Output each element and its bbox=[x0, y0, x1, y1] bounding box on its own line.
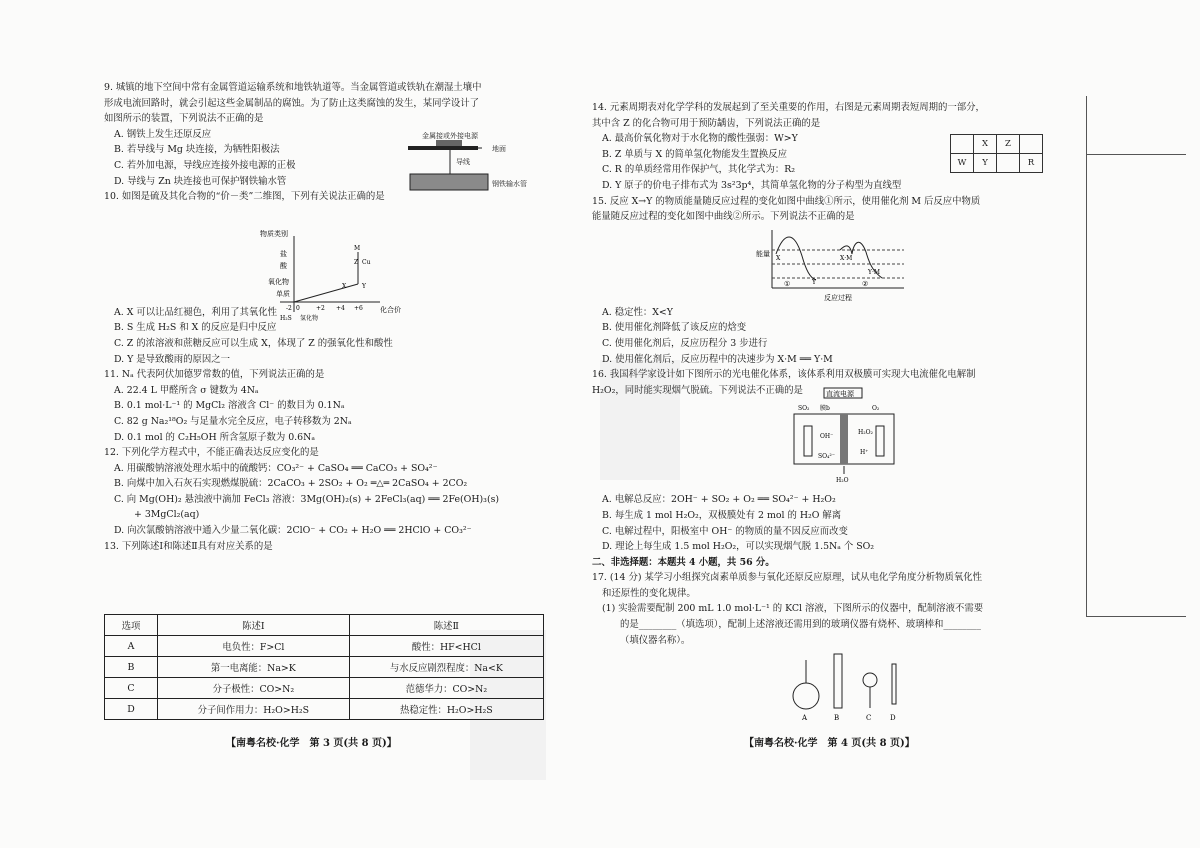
q9-figure bbox=[400, 130, 550, 198]
q15-option-c: C. 使用催化剂后，反应历程分 3 步进行 bbox=[602, 337, 768, 349]
x-tick-p4: +4 bbox=[336, 305, 345, 312]
q15-energy-figure bbox=[754, 226, 924, 306]
q13-row-a-key: A bbox=[105, 636, 158, 657]
q14-stem-2: 其中含 Z 的化合物可用于预防龋齿，下列说法正确的是 bbox=[592, 117, 821, 129]
q12-option-c-cont: + 3MgCl₂(aq) bbox=[134, 509, 200, 521]
h2o2-label: H₂O₂ bbox=[858, 429, 873, 436]
q13-row-d-key: D bbox=[105, 699, 158, 720]
fig-top-label: 金属接或外接电源 bbox=[422, 132, 478, 140]
q13-row-b-1: 第一电离能：Na>K bbox=[158, 657, 350, 678]
process-label: 反应过程 bbox=[824, 294, 852, 302]
so4-label: SO₄²⁻ bbox=[818, 453, 836, 460]
pt-x: X bbox=[974, 135, 997, 154]
y-elem: 单质 bbox=[276, 290, 290, 298]
xaxis-label: 化合价 bbox=[380, 306, 401, 314]
q17-instruments-figure bbox=[790, 650, 920, 724]
energy-label: 能量 bbox=[756, 250, 770, 258]
q17-part1-1: (1) 实验需要配制 200 mL 1.0 mol·L⁻¹ 的 KCl 溶液，下图所示的仪器中，配制溶液不需要 bbox=[602, 603, 984, 615]
instrument-b: B bbox=[834, 714, 840, 722]
q13-row-a-1: 电负性：F>Cl bbox=[158, 636, 350, 657]
q16-option-b: B. 每生成 1 mol H₂O₂，双极膜处有 2 mol 的 H₂O 解离 bbox=[602, 509, 842, 521]
q13-row-c-key: C bbox=[105, 678, 158, 699]
q11-option-b: B. 0.1 mol·L⁻¹ 的 MgCl₂ 溶液含 Cl⁻ 的数目为 0.1Nₐ bbox=[114, 400, 345, 412]
q10-option-c: C. Z 的浓溶液和蔗糖反应可以生成 X，体现了 Z 的强氧化性和酸性 bbox=[114, 337, 393, 349]
q11-stem: 11. Nₐ 代表阿伏加德罗常数的值，下列说法正确的是 bbox=[104, 369, 325, 381]
y-oxide: 氧化物 bbox=[268, 278, 289, 286]
q11-option-a: A. 22.4 L 甲醛所含 σ 键数为 4Nₐ bbox=[114, 384, 259, 396]
ym-label: Y·M bbox=[868, 269, 881, 276]
q12-stem: 12. 下列化学方程式中，不能正确表达反应变化的是 bbox=[104, 447, 319, 459]
q16-cell-figure bbox=[768, 386, 918, 486]
yaxis-label: 物质类别 bbox=[260, 230, 288, 238]
pt-w: W bbox=[951, 154, 974, 173]
q14-stem-1: 14. 元素周期表对化学学科的发展起到了至关重要的作用，右图是元素周期表短周期的一部分， bbox=[592, 102, 985, 113]
q15-option-a: A. 稳定性：X<Y bbox=[602, 306, 673, 318]
q14-option-a: A. 最高价氧化物对于水化物的酸性强弱：W>Y bbox=[602, 133, 798, 145]
q11-option-c: C. 82 g Na₂¹⁸O₂ 与足量水完全反应，电子转移数为 2Nₐ bbox=[114, 415, 352, 427]
q16-stem-2: H₂O₂，同时能实现烟气脱硫。下列说法不正确的是 bbox=[592, 384, 803, 396]
fig-wire-label: 导线 bbox=[456, 158, 470, 166]
point-cu: Cu bbox=[362, 259, 371, 266]
pt-r2c3 bbox=[997, 154, 1020, 173]
curve-1 bbox=[776, 237, 816, 280]
q13-row-b-2: 与水反应剧烈程度：Na<K bbox=[349, 657, 543, 678]
instrument-d: D bbox=[890, 714, 896, 722]
x-tick-p6: +6 bbox=[354, 305, 363, 312]
x-tick-m2: -2 bbox=[286, 305, 292, 312]
flask-icon bbox=[793, 683, 819, 709]
left-electrode bbox=[804, 426, 812, 456]
fig-block bbox=[436, 140, 462, 146]
pipe-rect bbox=[410, 174, 488, 190]
instrument-c: C bbox=[866, 714, 872, 722]
hydride-label: 氢化物 bbox=[300, 315, 319, 322]
q10-option-d: D. Y 是导致酸雨的原因之一 bbox=[114, 353, 231, 365]
y-acid: 酸 bbox=[280, 262, 287, 270]
page-4-footer: 【南粤名校·化学 第 4 页(共 8 页)】 bbox=[744, 738, 915, 749]
oh-label: OH⁻ bbox=[820, 433, 834, 440]
answer-area-border bbox=[1086, 96, 1087, 616]
membrane-label: 膜b bbox=[820, 405, 830, 412]
q13-row-d-2: 热稳定性：H₂O>H₂S bbox=[349, 699, 543, 720]
q15-option-d: D. 使用催化剂后，反应历程中的决速步为 X·M ══ Y·M bbox=[602, 353, 833, 365]
q15-option-b: B. 使用催化剂降低了该反应的焓变 bbox=[602, 322, 747, 334]
q11-option-d: D. 0.1 mol 的 C₂H₅OH 所含氢原子数为 0.6Nₐ bbox=[114, 431, 315, 443]
q15-stem-1: 15. 反应 X→Y 的物质能量随反应过程的变化如图中曲线①所示，使用催化剂 M 后反应中物质 bbox=[592, 195, 981, 207]
q13-row-c-2: 范德华力：CO>N₂ bbox=[349, 678, 543, 699]
x-label: X bbox=[776, 255, 781, 262]
dropper-icon bbox=[892, 664, 896, 704]
q14-option-c: C. R 的单质经常用作保护气，其化学式为：R₂ bbox=[602, 164, 796, 176]
q15-stem-2: 能量随反应过程的变化如图中曲线②所示。下列说法不正确的是 bbox=[592, 211, 855, 223]
power-label: 直流电源 bbox=[826, 390, 854, 398]
o2-label: O₂ bbox=[872, 405, 880, 412]
x-tick-p2: +2 bbox=[316, 305, 325, 312]
q16-stem-1: 16. 我国科学家设计如下图所示的光电催化体系，该体系利用双极膜可实现大电流催化电解制 bbox=[592, 369, 976, 381]
q16-option-d: D. 理论上每生成 1.5 mol H₂O₂，可以实现烟气脱 1.5Nₐ 个 SO₂ bbox=[602, 541, 875, 553]
pt-r1c4 bbox=[1020, 135, 1043, 154]
x-tick-0: 0 bbox=[296, 305, 300, 312]
q10-figure bbox=[250, 228, 420, 324]
page-3-footer: 【南粤名校·化学 第 3 页(共 8 页)】 bbox=[226, 738, 397, 749]
q13-header-1: 陈述Ⅰ bbox=[158, 615, 350, 636]
point-x: X bbox=[342, 283, 347, 290]
pt-z: Z bbox=[997, 135, 1020, 154]
curve-2-label: ② bbox=[862, 280, 869, 288]
q12-option-c: C. 向 Mg(OH)₂ 悬浊液中滴加 FeCl₃ 溶液：3Mg(OH)₂(s) + 2FeCl₃(aq) ══ 2Fe(OH)₃(s) bbox=[114, 493, 500, 505]
q13-row-a-2: 酸性：HF<HCl bbox=[349, 636, 543, 657]
q12-option-b: B. 向煤中加入石灰石实现燃煤脱硫：2CaCO₃ + 2SO₂ + O₂ ═△═ 2CaSO₄ + 2CO₂ bbox=[114, 478, 468, 490]
answer-line-1 bbox=[1086, 154, 1186, 155]
q10-option-a: A. X 可以让品红褪色，利用了其氧化性 bbox=[114, 306, 278, 318]
right-electrode bbox=[876, 426, 884, 456]
h2s-label: H₂S bbox=[280, 315, 292, 322]
q9-option-a: A. 钢铁上发生还原反应 bbox=[114, 128, 212, 140]
point-z: Z bbox=[354, 259, 359, 266]
point-m: M bbox=[354, 245, 361, 252]
pt-y: Y bbox=[974, 154, 997, 173]
q9-stem-1: 9. 城镇的地下空间中常有金属管道运输系统和地铁轨道等。当金属管道或铁轨在潮湿土壤中 bbox=[104, 82, 482, 93]
q13-header-option: 选项 bbox=[105, 615, 158, 636]
q10-stem: 10. 如图是硫及其化合物的“价－类”二维图，下列有关说法正确的是 bbox=[104, 191, 385, 203]
q9-option-b: B. 若导线与 Mg 块连接，为牺牲阳极法 bbox=[114, 144, 280, 156]
xm-label: X·M bbox=[840, 255, 853, 262]
q14-periodic-table bbox=[950, 134, 1043, 173]
q13-table bbox=[104, 614, 544, 720]
pt-r1c1 bbox=[951, 135, 974, 154]
fig-ground-label: 地面 bbox=[492, 145, 506, 153]
line-to-y bbox=[294, 284, 358, 302]
q9-option-d: D. 导线与 Zn 块连接也可保护钢铁输水管 bbox=[114, 175, 287, 187]
funnel-icon bbox=[863, 673, 877, 687]
page-4 bbox=[592, 100, 1062, 648]
h-label: H⁺ bbox=[860, 449, 869, 456]
fig-pipe-label: 钢铁输水管 bbox=[492, 180, 527, 188]
pt-r: R bbox=[1020, 154, 1043, 173]
q17-stem-2: 和还原性的变化规律。 bbox=[602, 587, 696, 599]
q13-stem: 13. 下列陈述Ⅰ和陈述Ⅱ具有对应关系的是 bbox=[104, 540, 273, 552]
y-salt: 盐 bbox=[280, 250, 287, 258]
q13-row-c-1: 分子极性：CO>N₂ bbox=[158, 678, 350, 699]
section-2-heading: 二、非选择题：本题共 4 小题，共 56 分。 bbox=[592, 556, 775, 568]
h2o-label: H₂O bbox=[836, 477, 849, 484]
q14-option-d: D. Y 原子的价电子排布式为 3s²3p⁴，其简单氢化物的分子构型为直线型 bbox=[602, 179, 902, 191]
q9-stem-2: 形成电流回路时，就会引起这些金属制品的腐蚀。为了防止这类腐蚀的发生，某同学设计了 bbox=[104, 97, 480, 109]
instrument-a: A bbox=[802, 714, 808, 722]
q10-option-b: B. S 生成 H₂S 和 X 的反应是归中反应 bbox=[114, 322, 277, 334]
q16-option-a: A. 电解总反应：2OH⁻ + SO₂ + O₂ ══ SO₄²⁻ + H₂O₂ bbox=[602, 494, 836, 506]
q17-part1-2: 的是________（填选项），配制上述溶液还需用到的玻璃仪器有烧杯、玻璃棒和________ bbox=[620, 619, 981, 631]
curve-1-label: ① bbox=[784, 280, 791, 288]
q14-option-b: B. Z 单质与 X 的简单氢化物能发生置换反应 bbox=[602, 148, 787, 160]
q13-header-2: 陈述Ⅱ bbox=[349, 615, 543, 636]
cylinder-icon bbox=[834, 654, 842, 708]
q17-part1-3: （填仪器名称）。 bbox=[620, 634, 691, 646]
q17-stem-1: 17. (14 分) 某学习小组探究卤素单质参与氧化还原反应原理，试从电化学角度分析物质氧化性 bbox=[592, 572, 982, 584]
q13-row-d-1: 分子间作用力：H₂O>H₂S bbox=[158, 699, 350, 720]
q9-stem-3: 如图所示的装置，下列说法不正确的是 bbox=[104, 113, 264, 125]
q16-option-c: C. 电解过程中，阳极室中 OH⁻ 的物质的量不因反应而改变 bbox=[602, 525, 848, 537]
q12-option-a: A. 用碳酸钠溶液处理水垢中的硫酸钙：CO₃²⁻ + CaSO₄ ══ CaCO₃ + SO₄²⁻ bbox=[114, 462, 438, 474]
q13-row-b-key: B bbox=[105, 657, 158, 678]
q12-option-d: D. 向次氯酸钠溶液中通入少量二氧化碳：2ClO⁻ + CO₂ + H₂O ══ 2HClO + CO₃²⁻ bbox=[114, 525, 472, 537]
answer-line-2 bbox=[1086, 616, 1186, 617]
y-label: Y bbox=[812, 279, 816, 286]
bipolar-membrane bbox=[840, 414, 848, 464]
point-y: Y bbox=[362, 283, 366, 290]
q9-option-c: C. 若外加电源，导线应连接外接电源的正极 bbox=[114, 159, 296, 171]
so2-label: SO₂ bbox=[798, 405, 810, 412]
